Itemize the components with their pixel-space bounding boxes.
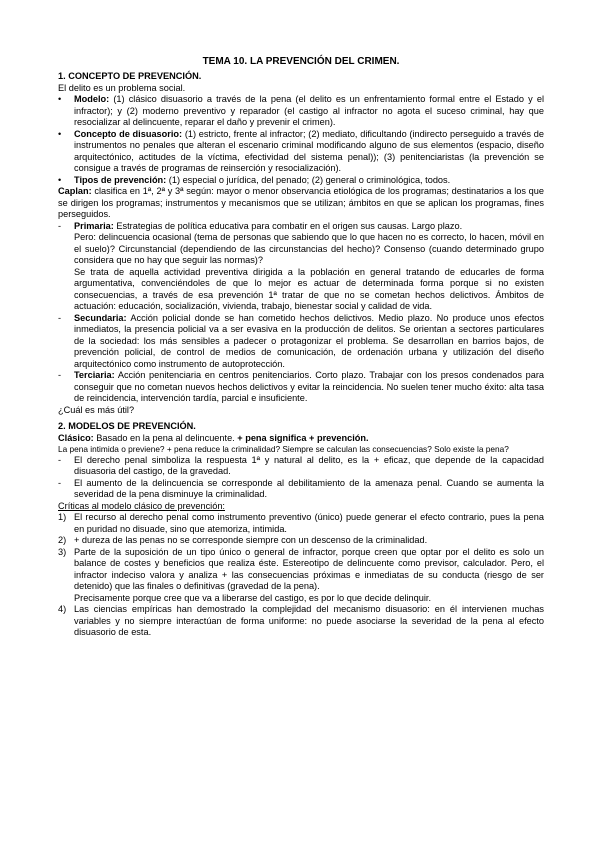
level-extra: Pero: delincuencia ocasional (tema de personas que sabiendo que lo que hacen no es correcto, lo hacen, móvil en el suelo)? Circunstancial (dependiendo de las circunstancias del hecho)? Consenso (cuando determinado grupo considera que no hay que seguir las normas)?: [74, 232, 544, 265]
bullet-mark: •: [58, 174, 62, 185]
level-label: Secundaria:: [74, 312, 127, 323]
section-1-heading: 1. CONCEPTO DE PREVENCIÓN.: [58, 71, 202, 81]
dash-text: El derecho penal simboliza la respuesta 1ª y natural al delito, es la + eficaz, que depende de la capacidad disuasoria del castigo, de la gravedad.: [74, 454, 544, 476]
bullet-text: (1) especial o jurídica, del penado; (2) general o criminológica, todos.: [166, 174, 451, 185]
dash-mark: -: [58, 220, 62, 231]
section-2-heading: 2. MODELOS DE PREVENCIÓN.: [58, 421, 196, 431]
number-mark: 3): [58, 546, 67, 557]
clasico-paragraph: [58, 433, 544, 445]
dash-text: El aumento de la delincuencia se corresponde al debilitamiento de la amenaza penal. Cuando se aumenta la severidad de la pena disminuye la criminalidad.: [74, 477, 544, 499]
level-terciaria: [58, 370, 544, 405]
document-title: TEMA 10. LA PREVENCIÓN DEL CRIMEN.: [202, 56, 400, 67]
dash-mark: -: [58, 370, 62, 380]
dash-mark: -: [58, 312, 62, 323]
critica-text: Parte de la suposición de un tipo único o general de infractor, porque creen que optar por el delito es solo un balance de costes y beneficios que realiza éste. Estereotipo de delincuente como previsor, calculador. Pero, el infractor indeciso valora y analiza + las consecuencias próximas e inmediatas de su conducta (riesgo de ser detenido) que las finales o definitivas (gravedad de la pena).: [74, 546, 544, 591]
critica-text: + dureza de las penas no se corresponde siempre con un descenso de la criminalidad.: [74, 535, 428, 545]
caplan-paragraph: [58, 186, 544, 221]
clasico-questions: La pena intimida o previene? + pena reduce la criminalidad? Siempre se calculan las consecuencias? Solo existe la pena?: [58, 444, 509, 454]
critica-item: [58, 604, 544, 639]
section-1-intro: El delito es un problema social.: [58, 82, 186, 93]
dash-mark: -: [58, 454, 62, 465]
number-mark: 2): [58, 535, 67, 545]
caplan-text: clasifica en 1ª, 2ª y 3ª según: mayor o menor observancia etiológica de los programas; destinatarios a los que se dirigen los programas; instrumentos y mecanismos que se utilizan; ámbitos en que se aplican los programas, fines perseguidos.: [58, 186, 544, 219]
level-label: Terciaria:: [74, 370, 115, 380]
bullet-text: (1) clásico disuasorio a través de la pena (el delito es un enfrentamiento formal entre el Estado y el infractor); y (2) moderno preventivo y reparador (el castigo al infractor no agota el suceso criminal, hay que resocializar al delincuente, reparar el daño y prevenir el crimen).: [74, 94, 544, 127]
bullet-text: (1) estricto, frente al infractor; (2) mediato, dificultando (indirecto perseguido a través de instrumentos no penales que alteran el escenario criminal modificando alguno de sus elementos (espacio, diseño arquitectónico, actitudes de la víctima, efectividad del sistema penal)); (3) penitenciaristas (la prevención se consigue a través de programas de reinserción y resocialización).: [74, 128, 544, 173]
clasico-emphasis: + pena significa + prevención.: [237, 432, 369, 443]
critica-item: [58, 535, 544, 547]
bullet-concepto: [58, 129, 544, 175]
bullet-tipos: [58, 175, 544, 187]
number-mark: 1): [58, 512, 67, 522]
bullet-label: Tipos de prevención:: [74, 174, 167, 185]
clasico-label: Clásico:: [58, 432, 94, 443]
critica-extra: Precisamente porque cree que va a liberarse del castigo, es por lo que decide delinquir.: [74, 592, 431, 603]
level-text: Estrategias de política educativa para combatir en el origen sus causas. Largo plazo.: [113, 220, 463, 231]
bullet-label: Modelo:: [74, 94, 110, 104]
clasico-dash-item: [58, 455, 544, 478]
number-mark: 4): [58, 604, 67, 614]
criticas-heading: Críticas al modelo clásico de prevención:: [58, 500, 225, 511]
bullet-modelo: [58, 94, 544, 129]
level-secundaria: [58, 313, 544, 371]
clasico-text: Basado en la pena al delincuente.: [93, 432, 238, 443]
bullet-label: Concepto de disuasorio:: [74, 128, 183, 139]
critica-text: El recurso al derecho penal como instrumento preventivo (único) puede generar el efecto contrario, pues la pena en puridad no disuade, sino que atemoriza, intimida.: [74, 512, 544, 534]
critica-item: [58, 547, 544, 605]
level-text: Acción penitenciaria en centros penitenciarios. Corto plazo. Trabajar con los presos condenados para conseguir que no cometan nuevos hechos delictivos y evitar la reincidencia. No suelen tener mucho éxito: alta tasa de reincidencia, intervención tardía, parcial e insuficiente.: [74, 370, 544, 403]
bullet-mark: •: [58, 128, 62, 139]
level-extra: Se trata de aquella actividad preventiva dirigida a la población en general tratando de educarles de forma argumentativa, convenciéndoles de que lo mejor es actuar de determinada forma porque si no existen consecuencias, a través de esa prevención 1ª tratar de que no se cometan hechos delictivos. Ámbitos de actuación: educación, socialización, vivienda, trabajo, bienestar social y calidad de vida.: [74, 266, 544, 311]
bullet-mark: •: [58, 94, 62, 104]
section-1-question: ¿Cuál es más útil?: [58, 404, 135, 415]
critica-item: [58, 512, 544, 535]
level-label: Primaria:: [74, 220, 114, 231]
critica-text: Las ciencias empíricas han demostrado la complejidad del mecanismo disuasorio: en él intervienen muchas variables y no siempre interactúan de forma uniforme: no puede asociarse la severidad de la pena al efecto disuasorio de esta.: [74, 604, 544, 637]
clasico-dash-item: [58, 478, 544, 501]
level-text: Acción policial donde se han cometido hechos delictivos. Medio plazo. No produce unos efectos inmediatos, la presencia policial va a ser evasiva en la producción de delitos. Se orientan a sectores particulares de la sociedad: los más sensibles a padecer o protagonizar el problema. Se desarrollan en barrios bajos, de prevención policial, de control de medios de comunicación, de ordenación urbana y utilización del diseño arquitectónico como instrumento de autoprotección.: [74, 312, 544, 369]
level-primaria: [58, 221, 544, 313]
caplan-label: Caplan:: [58, 186, 92, 196]
dash-mark: -: [58, 477, 62, 488]
